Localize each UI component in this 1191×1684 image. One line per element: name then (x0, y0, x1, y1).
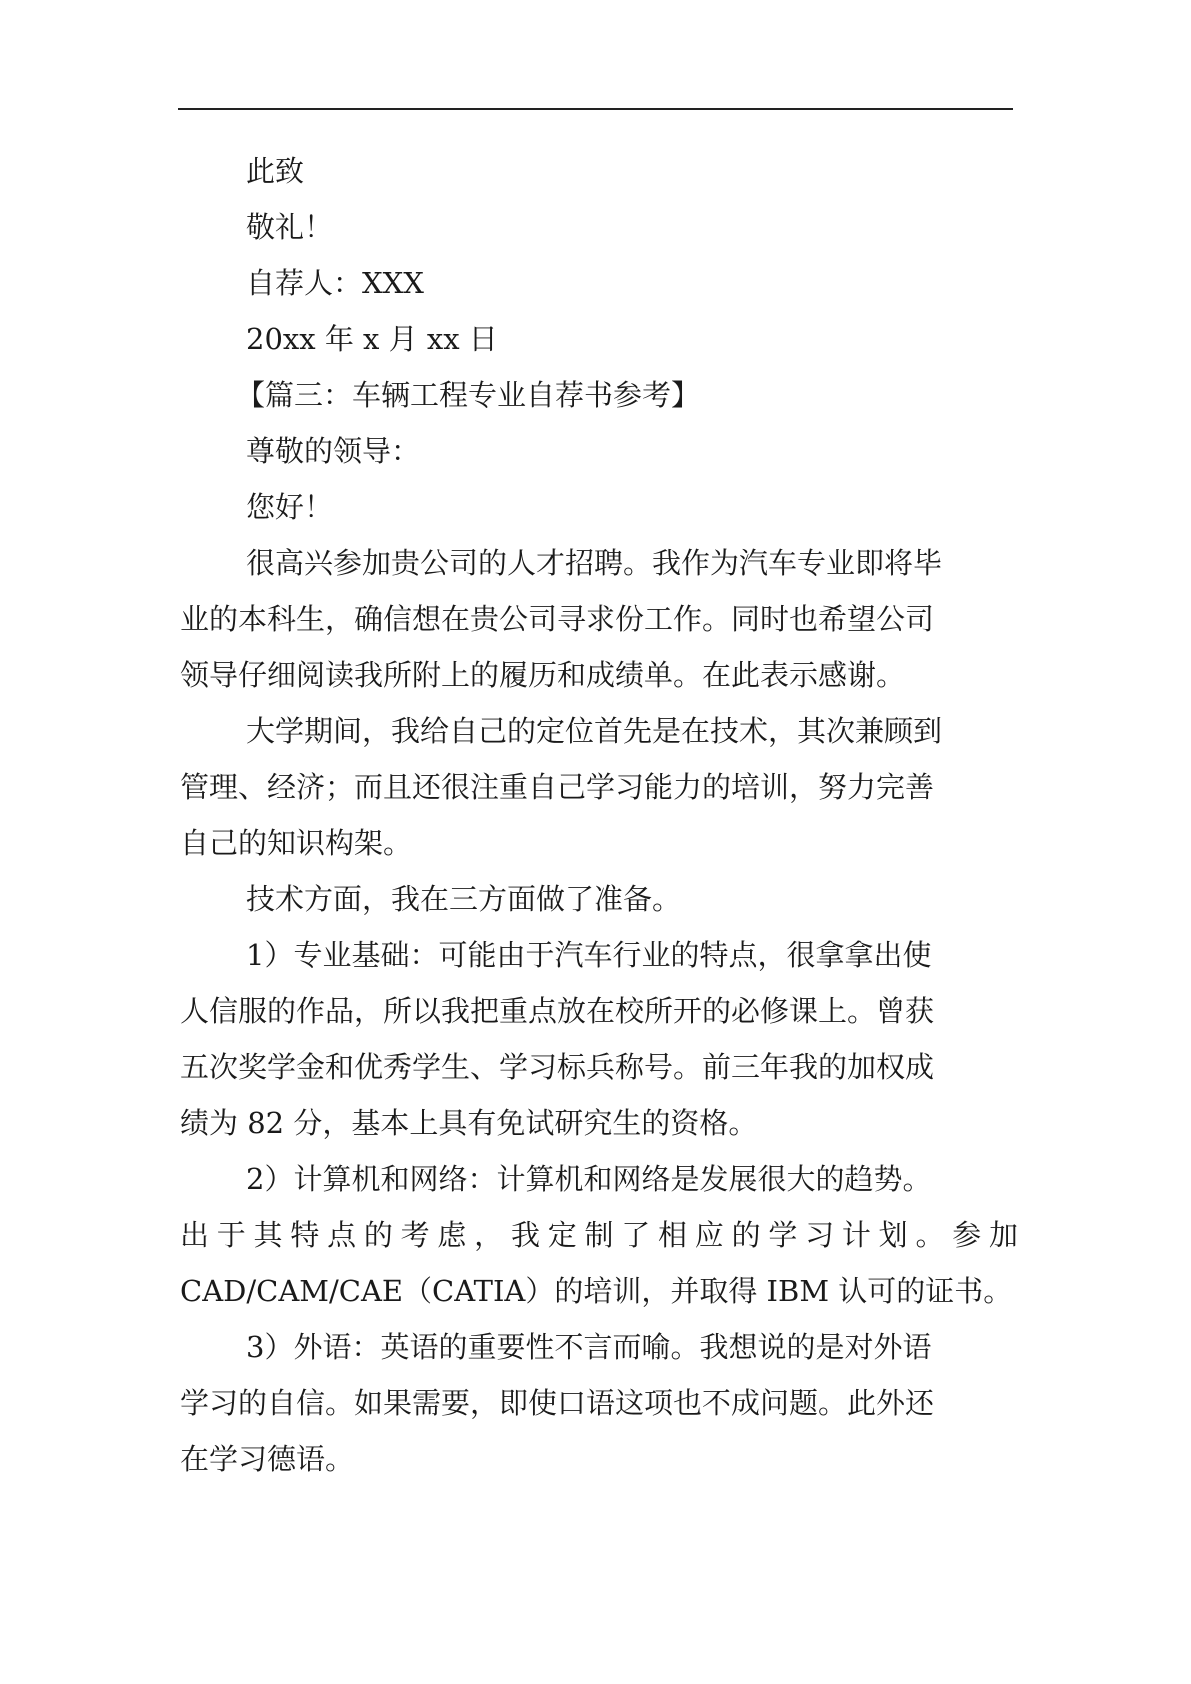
paragraph-line: 1）专业基础：可能由于汽车行业的特点，很拿拿出使 (246, 938, 932, 972)
paragraph-line: 绩为 82 分，基本上具有免试研究生的资格。 (180, 1106, 758, 1140)
date-line: 20xx 年 x 月 xx 日 (246, 322, 498, 356)
section-title: 【篇三：车辆工程专业自荐书参考】 (236, 378, 701, 412)
paragraph-line: 出于其特点的考虑，我定制了相应的学习计划。参加 (180, 1218, 1018, 1252)
paragraph-line: 3）外语：英语的重要性不言而喻。我想说的是对外语 (246, 1330, 932, 1364)
paragraph-line: 五次奖学金和优秀学生、学习标兵称号。前三年我的加权成 (180, 1050, 935, 1084)
paragraph-line: 在学习德语。 (180, 1442, 355, 1476)
paragraph-line: 领导仔细阅读我所附上的履历和成绩单。在此表示感谢。 (180, 658, 906, 692)
paragraph-line: 大学期间，我给自己的定位首先是在技术，其次兼顾到 (246, 714, 943, 748)
header-rule (178, 108, 1013, 110)
paragraph-line: 技术方面，我在三方面做了准备。 (246, 882, 682, 916)
closing-line: 此致 (246, 154, 305, 188)
paragraph-line: 业的本科生，确信想在贵公司寻求份工作。同时也希望公司 (180, 602, 935, 636)
paragraph-line: 管理、经济；而且还很注重自己学习能力的培训，努力完善 (180, 770, 935, 804)
greeting-line: 尊敬的领导： (246, 434, 421, 468)
document-body (180, 143, 1018, 1487)
paragraph-line: 自己的知识构架。 (180, 826, 413, 860)
paragraph-line: 学习的自信。如果需要，即使口语这项也不成问题。此外还 (180, 1386, 935, 1420)
paragraph-line: 2）计算机和网络：计算机和网络是发展很大的趋势。 (246, 1162, 932, 1196)
salutation-line: 敬礼！ (246, 210, 334, 244)
signature-line: 自荐人：XXX (246, 266, 424, 300)
paragraph-line: CAD/CAM/CAE（CATIA）的培训，并取得 IBM 认可的证书。 (180, 1274, 1013, 1308)
paragraph-line: 人信服的作品，所以我把重点放在校所开的必修课上。曾获 (180, 994, 935, 1028)
greeting-line: 您好！ (246, 490, 334, 524)
paragraph-line: 很高兴参加贵公司的人才招聘。我作为汽车专业即将毕 (246, 546, 943, 580)
